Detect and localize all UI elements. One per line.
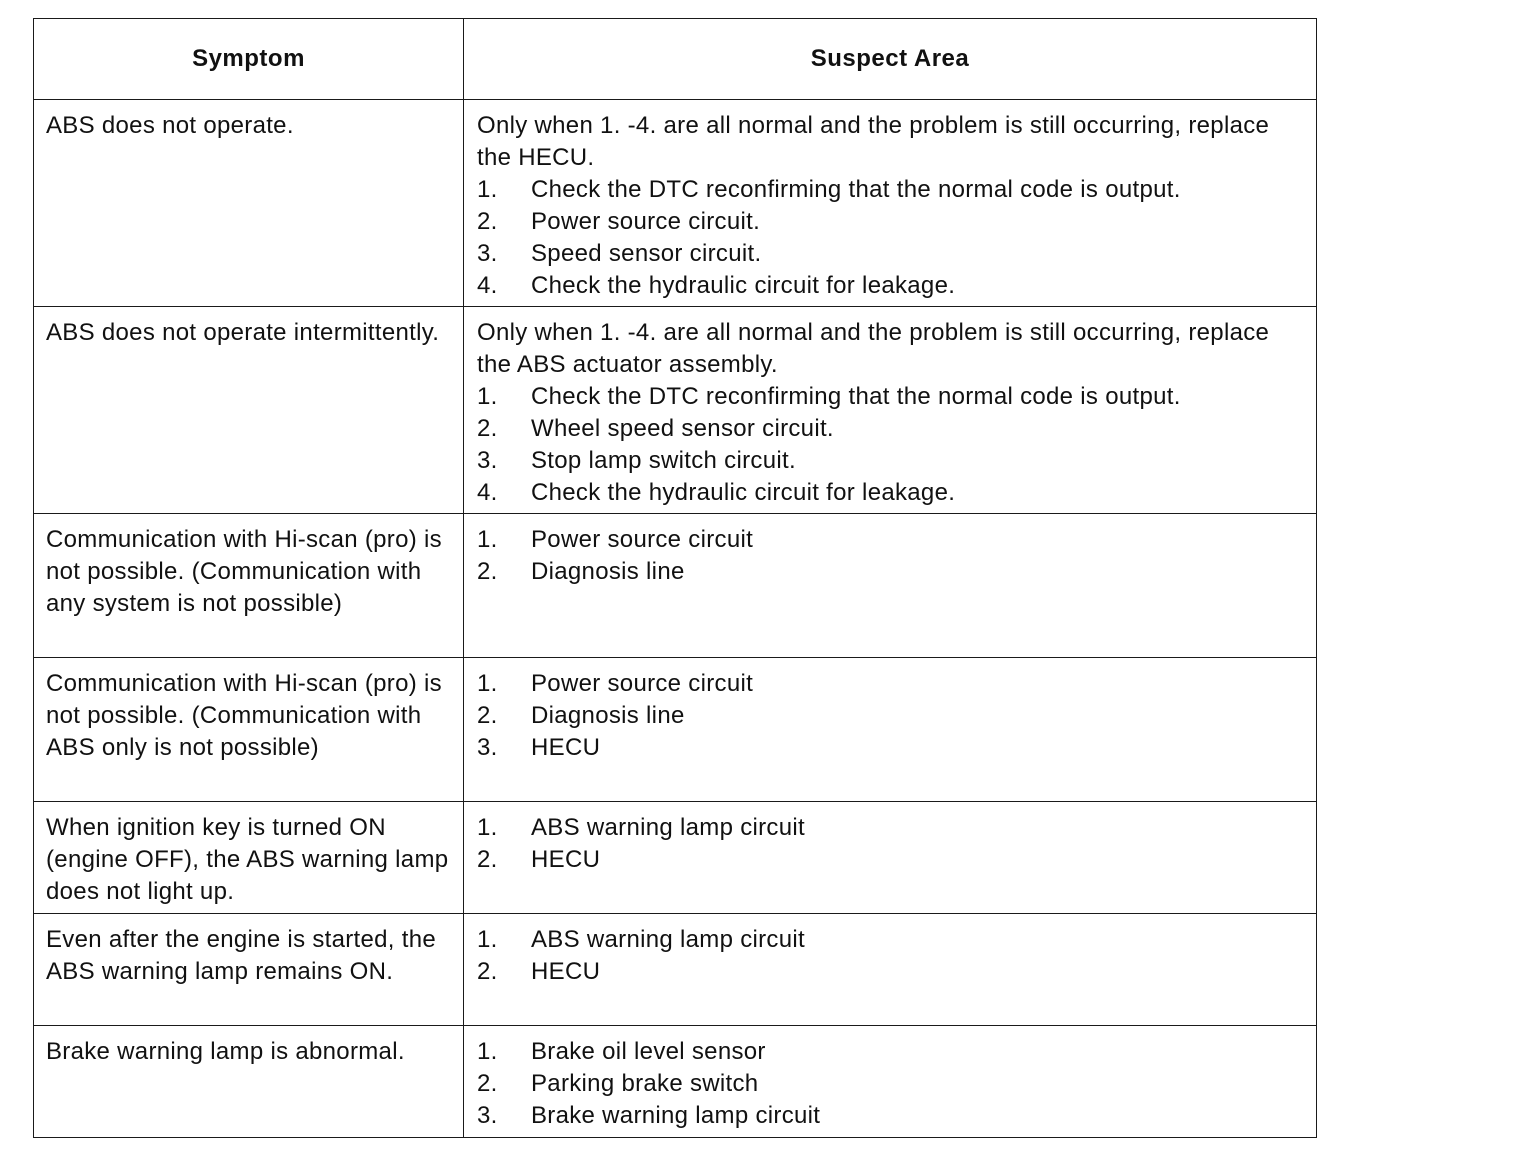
item-number: 2. [477,1070,498,1097]
item-text: HECU [531,846,601,873]
symptom-cell [34,802,464,914]
suspect-area-cell [464,100,1317,307]
symptom-text: Brake warning lamp is abnormal. [46,1038,405,1065]
table-row [34,1026,1317,1138]
symptom-cell [34,307,464,514]
item-number: 1. [477,814,498,841]
item-number: 1. [477,526,498,553]
list-item [477,844,1304,876]
table-row [34,514,1317,658]
item-number: 2. [477,558,498,585]
item-number: 4. [477,272,498,299]
item-number: 2. [477,702,498,729]
list-item [477,413,1304,445]
list-item [477,556,1304,588]
table-row [34,307,1317,514]
list-item [477,668,1304,700]
item-number: 3. [477,447,498,474]
suspect-area-cell [464,1026,1317,1138]
table-header-row [34,19,1317,100]
symptom-cell [34,514,464,658]
item-text: Power source circuit [531,670,754,697]
item-number: 1. [477,926,498,953]
item-number: 2. [477,958,498,985]
symptom-text: Communication with Hi-scan (pro) is not possible. (Communication with any system is not possible) [46,526,442,617]
item-number: 3. [477,240,498,267]
list-item [477,381,1304,413]
item-text: Power source circuit [531,526,754,553]
item-text: ABS warning lamp circuit [531,926,805,953]
item-text: Check the hydraulic circuit for leakage. [531,272,956,299]
symptom-cell [34,1026,464,1138]
item-number: 2. [477,415,498,442]
list-item [477,206,1304,238]
list-item [477,1100,1304,1132]
item-text: Speed sensor circuit. [531,240,762,267]
item-text: Check the DTC reconfirming that the normal code is output. [531,176,1181,203]
symptom-text: Communication with Hi-scan (pro) is not possible. (Communication with ABS only is not possible) [46,670,442,761]
item-number: 4. [477,479,498,506]
item-number: 1. [477,1038,498,1065]
list-item [477,1036,1304,1068]
item-number: 1. [477,383,498,410]
symptom-cell [34,100,464,307]
item-text: Stop lamp switch circuit. [531,447,796,474]
item-text: HECU [531,958,601,985]
table-row [34,100,1317,307]
item-text: Parking brake switch [531,1070,759,1097]
item-text: Check the DTC reconfirming that the normal code is output. [531,383,1181,410]
list-item [477,732,1304,764]
list-item [477,924,1304,956]
list-item [477,524,1304,556]
table-row [34,914,1317,1026]
symptom-column-header: Symptom [34,19,464,100]
symptom-text: ABS does not operate. [46,112,294,139]
list-item [477,270,1304,302]
table-row [34,658,1317,802]
suspect-area-cell [464,658,1317,802]
item-text: ABS warning lamp circuit [531,814,805,841]
item-text: Diagnosis line [531,558,685,585]
table-row [34,802,1317,914]
suspect-area-cell [464,802,1317,914]
list-item [477,956,1304,988]
symptom-cell [34,914,464,1026]
list-item [477,1068,1304,1100]
item-number: 3. [477,1102,498,1129]
symptom-text: ABS does not operate intermittently. [46,319,440,346]
suspect-area-cell [464,514,1317,658]
list-item [477,700,1304,732]
suspect-area-cell [464,307,1317,514]
item-text: HECU [531,734,601,761]
list-item [477,477,1304,509]
item-number: 3. [477,734,498,761]
item-text: Brake warning lamp circuit [531,1102,821,1129]
item-number: 2. [477,846,498,873]
replacement-note: Only when 1. -4. are all normal and the problem is still occurring, replace the HECU. [477,112,1270,171]
list-item [477,174,1304,206]
troubleshooting-table [33,18,1317,1138]
suspect-area-cell [464,914,1317,1026]
symptom-text: When ignition key is turned ON (engine OFF), the ABS warning lamp does not light up. [46,814,449,905]
suspect-area-column-header: Suspect Area [464,19,1317,100]
item-text: Wheel speed sensor circuit. [531,415,834,442]
item-text: Check the hydraulic circuit for leakage. [531,479,956,506]
symptom-cell [34,658,464,802]
item-text: Diagnosis line [531,702,685,729]
replacement-note: Only when 1. -4. are all normal and the problem is still occurring, replace the ABS actuator assembly. [477,319,1270,378]
list-item [477,238,1304,270]
symptom-text: Even after the engine is started, the ABS warning lamp remains ON. [46,926,437,985]
item-number: 1. [477,670,498,697]
item-number: 2. [477,208,498,235]
list-item [477,812,1304,844]
item-number: 1. [477,176,498,203]
item-text: Power source circuit. [531,208,761,235]
list-item [477,445,1304,477]
item-text: Brake oil level sensor [531,1038,766,1065]
